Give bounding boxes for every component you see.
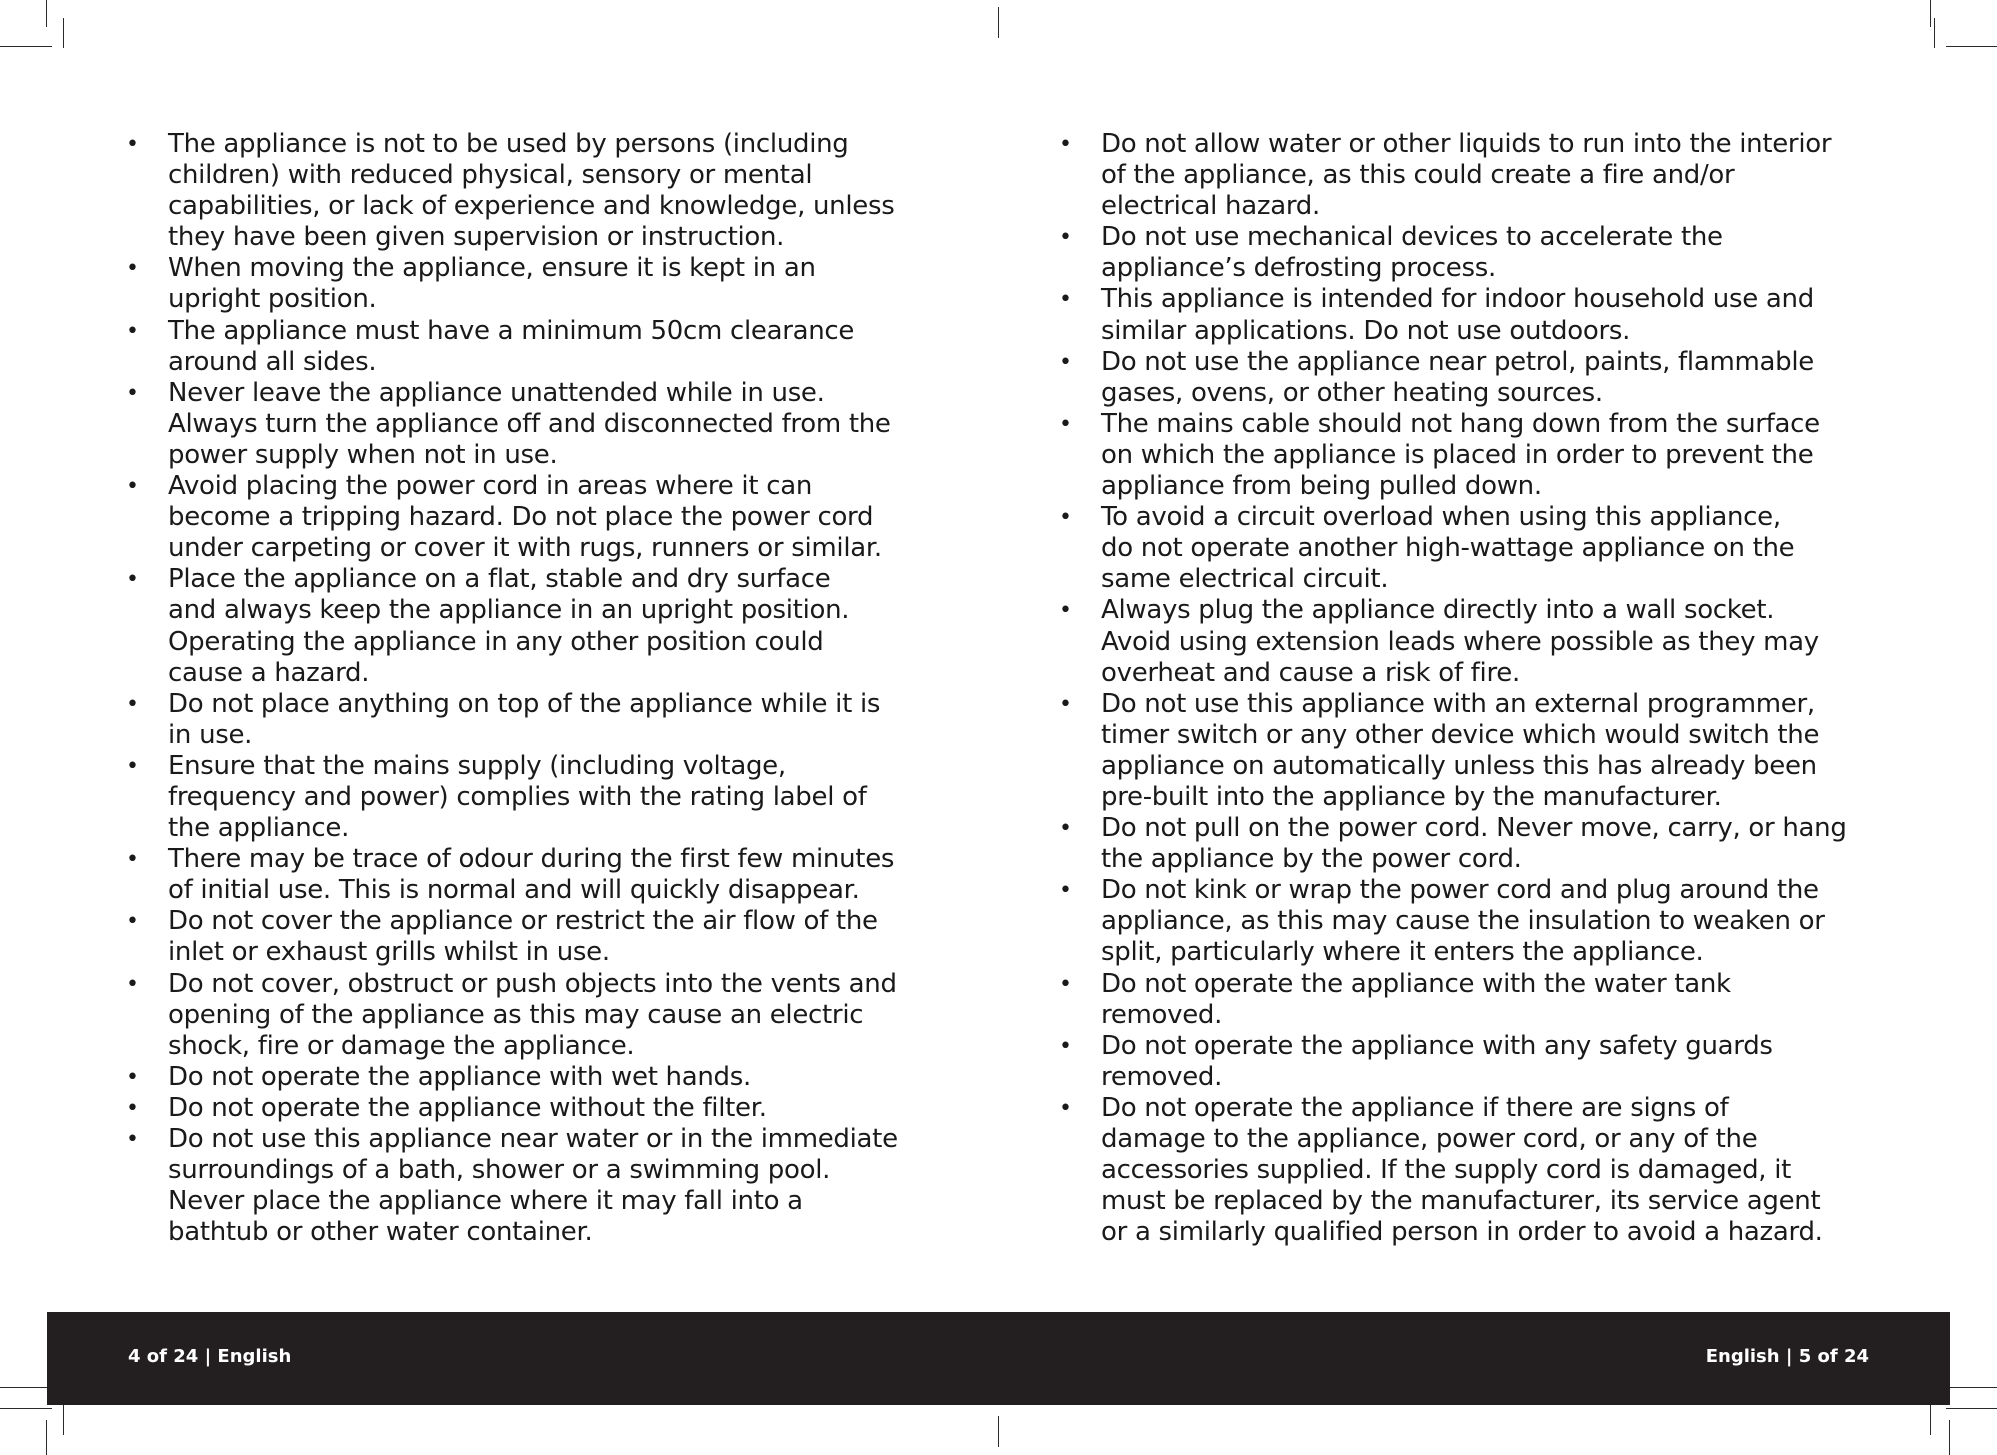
list-item: • This appliance is intended for indoor household use and similar applications. Do not use outdoors. [1059,284,1879,346]
list-item: • Do not cover the appliance or restrict the air flow of the inlet or exhaust grills whilst in use. [126,906,946,968]
list-item: • The appliance is not to be used by persons (including children) with reduced physical, sensory or mental capabilities, or lack of experience and knowledge, unless they have been given supervision or instruction. [126,129,946,253]
list-item: • Do not operate the appliance without the filter. [126,1093,946,1124]
list-item: • To avoid a circuit overload when using this appliance, do not operate another high-wattage appliance on the same electrical circuit. [1059,502,1879,595]
page-number-right: English | 5 of 24 [1705,1346,1869,1367]
list-item: • Do not allow water or other liquids to run into the interior of the appliance, as this could create a fire and/or electrical hazard. [1059,129,1879,222]
list-item: • Do not operate the appliance with wet hands. [126,1062,946,1093]
list-item: • Always plug the appliance directly into a wall socket. Avoid using extension leads where possible as they may overheat and cause a risk of fire. [1059,595,1879,688]
list-item: • Ensure that the mains supply (including voltage, frequency and power) complies with the rating label of the appliance. [126,751,946,844]
list-item: • Place the appliance on a flat, stable and dry surface and always keep the appliance in an upright position. Operating the appliance in any other position could cause a hazard. [126,564,946,688]
list-item: • Do not use mechanical devices to accelerate the appliance’s defrosting process. [1059,222,1879,284]
list-item: • The mains cable should not hang down from the surface on which the appliance is placed in order to prevent the appliance from being pulled down. [1059,409,1879,502]
list-item: • Avoid placing the power cord in areas where it can become a tripping hazard. Do not place the power cord under carpeting or cover it with rugs, runners or similar. [126,471,946,564]
list-item: • The appliance must have a minimum 50cm clearance around all sides. [126,316,946,378]
page-footer [47,1312,1950,1405]
page-number-left: 4 of 24 | English [128,1346,292,1367]
list-item: • When moving the appliance, ensure it is kept in an upright position. [126,253,946,315]
list-item: • Do not kink or wrap the power cord and plug around the appliance, as this may cause the insulation to weaken or split, particularly where it enters the appliance. [1059,875,1879,968]
list-item: • Do not operate the appliance with the water tank removed. [1059,969,1879,1031]
list-item: • Do not cover, obstruct or push objects into the vents and opening of the appliance as this may cause an electric shock, fire or damage the appliance. [126,969,946,1062]
list-item: • Never leave the appliance unattended while in use. Always turn the appliance off and disconnected from the power supply when not in use. [126,378,946,471]
list-item: • Do not place anything on top of the appliance while it is in use. [126,689,946,751]
safety-list-left [126,129,946,1248]
list-item: • There may be trace of odour during the first few minutes of initial use. This is normal and will quickly disappear. [126,844,946,906]
list-item: • Do not use this appliance near water or in the immediate surroundings of a bath, shower or a swimming pool. Never place the appliance where it may fall into a bathtub or other water container. [126,1124,946,1248]
left-page-column [126,129,946,1248]
right-page-column [1059,129,1879,1248]
list-item: • Do not use the appliance near petrol, paints, flammable gases, ovens, or other heating sources. [1059,347,1879,409]
list-item: • Do not use this appliance with an external programmer, timer switch or any other device which would switch the appliance on automatically unless this has already been pre-built into the appliance by the manufacturer. [1059,689,1879,813]
list-item: • Do not pull on the power cord. Never move, carry, or hang the appliance by the power cord. [1059,813,1879,875]
list-item: • Do not operate the appliance if there are signs of damage to the appliance, power cord, or any of the accessories supplied. If the supply cord is damaged, it must be replaced by the manufacturer, its service agent or a similarly qualified person in order to avoid a hazard. [1059,1093,1879,1248]
list-item: • Do not operate the appliance with any safety guards removed. [1059,1031,1879,1093]
safety-list-right [1059,129,1879,1248]
